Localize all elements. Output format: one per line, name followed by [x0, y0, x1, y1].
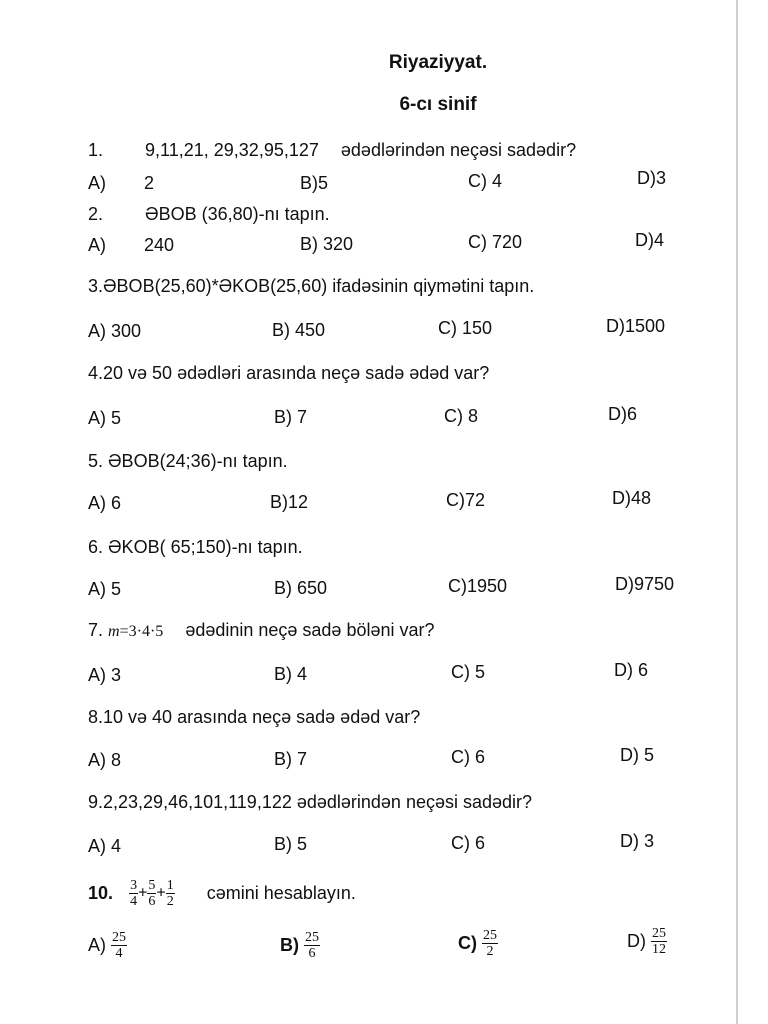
- question-8-option-b: B) 7: [274, 749, 308, 769]
- question-4-option-a: A) 5: [88, 408, 122, 428]
- question-10-option-d: [627, 926, 667, 957]
- question-2-option-d: D)4: [635, 230, 665, 250]
- question-4-option-c: C) 8: [444, 406, 479, 426]
- fraction-25-12: $\frac{25}{12}$: [652, 926, 667, 957]
- fraction-5-6: $\frac{5}{6}$: [148, 878, 156, 909]
- question-1-option-a: [88, 173, 154, 194]
- question-3-option-c: C) 150: [438, 318, 493, 338]
- fraction-3-4: $\frac{3}{4}$: [130, 878, 138, 909]
- question-10-text: [88, 878, 356, 909]
- grade-title: 6-cı sinif: [399, 94, 477, 115]
- page-right-border: [736, 0, 738, 1024]
- question-1-number: 1.: [88, 140, 104, 160]
- fraction-1-2: $\frac{1}{2}$: [166, 878, 174, 909]
- option-b-letter: B): [280, 935, 299, 955]
- question-4-option-b: B) 7: [274, 407, 308, 427]
- question-6-option-c: C)1950: [448, 576, 508, 596]
- question-6-option-d: D)9750: [615, 574, 675, 594]
- question-10-option-a: [88, 930, 127, 961]
- question-10-number: 10.: [88, 883, 114, 903]
- question-2-option-c: C) 720: [468, 232, 523, 252]
- question-7-option-b: B) 4: [274, 664, 308, 684]
- question-9-option-c: C) 6: [451, 833, 486, 853]
- question-5-option-b: B)12: [270, 492, 309, 512]
- subject-title: Riyaziyyat.: [388, 52, 488, 73]
- question-1-prompt: ədədlərindən neçəsi sadədir?: [340, 140, 577, 160]
- question-7-option-c: C) 5: [451, 662, 486, 682]
- question-4-text: 4.20 və 50 ədədləri arasında neçə sadə ədəd var?: [88, 363, 490, 383]
- question-5-option-d: D)48: [612, 488, 652, 508]
- question-1-option-c: C) 4: [468, 171, 503, 191]
- question-2-prompt: ƏBOB (36,80)-nı tapın.: [145, 204, 330, 224]
- question-1-numbers: 9,11,21, 29,32,95,127: [145, 140, 319, 160]
- question-3-text: 3.ƏBOB(25,60)*ƏKOB(25,60) ifadəsinin qiymətini tapın.: [88, 276, 535, 296]
- option-c-letter: C): [458, 933, 477, 953]
- question-7-number: 7.: [88, 620, 104, 640]
- question-1-option-b: B)5: [300, 173, 329, 193]
- option-d-letter: D): [627, 931, 646, 951]
- question-10-option-c: [458, 928, 498, 959]
- option-a-letter: A): [88, 173, 106, 193]
- question-2-number: 2.: [88, 204, 104, 224]
- question-4-option-d: D)6: [608, 404, 638, 424]
- question-5-text: 5. ƏBOB(24;36)-nı tapın.: [88, 451, 288, 471]
- question-3-option-a: A) 300: [88, 321, 142, 341]
- question-2-option-b: B) 320: [300, 234, 354, 254]
- question-3-option-b: B) 450: [272, 320, 326, 340]
- fraction-25-4: $\frac{25}{4}$: [112, 930, 127, 961]
- question-7-expression: [108, 623, 163, 640]
- plus-sign: +: [138, 884, 148, 902]
- question-1-option-d: D)3: [637, 168, 667, 188]
- variable-m: m: [108, 623, 120, 640]
- question-7-option-a: A) 3: [88, 665, 122, 685]
- expression-value: =3·4·5: [119, 623, 164, 640]
- question-9-text: 9.2,23,29,46,101,119,122 ədədlərindən neçəsi sadədir?: [88, 792, 533, 812]
- fraction-25-6: $\frac{25}{6}$: [305, 930, 320, 961]
- option-a-letter: A): [88, 235, 106, 255]
- question-10-option-b: [280, 930, 320, 961]
- question-1-text: [88, 140, 576, 161]
- question-5-option-c: C)72: [446, 490, 486, 510]
- question-6-option-b: B) 650: [274, 578, 328, 598]
- question-8-option-d: D) 5: [620, 745, 655, 765]
- question-8-option-a: A) 8: [88, 750, 122, 770]
- question-6-option-a: A) 5: [88, 579, 122, 599]
- question-3-option-d: D)1500: [606, 316, 666, 336]
- question-9-option-a: A) 4: [88, 836, 122, 856]
- question-8-option-c: C) 6: [451, 747, 486, 767]
- question-2-option-a: [88, 235, 174, 256]
- question-6-text: 6. ƏKOB( 65;150)-nı tapın.: [88, 537, 303, 557]
- question-2-text: [88, 204, 330, 225]
- question-7-option-d: D) 6: [614, 660, 649, 680]
- question-5-option-a: A) 6: [88, 493, 122, 513]
- plus-sign: +: [156, 884, 166, 902]
- fraction-25-2: $\frac{25}{2}$: [483, 928, 498, 959]
- question-10-prompt: cəmini hesablayın.: [206, 883, 356, 903]
- option-a-letter: A): [88, 935, 106, 955]
- question-9-option-d: D) 3: [620, 831, 655, 851]
- question-9-option-b: B) 5: [274, 834, 308, 854]
- question-7-text: [88, 620, 435, 641]
- question-8-text: 8.10 və 40 arasında neçə sadə ədəd var?: [88, 707, 421, 727]
- question-7-prompt: ədədinin neçə sadə böləni var?: [185, 620, 435, 640]
- option-a-value: 2: [144, 173, 155, 193]
- option-a-value: 240: [144, 235, 175, 255]
